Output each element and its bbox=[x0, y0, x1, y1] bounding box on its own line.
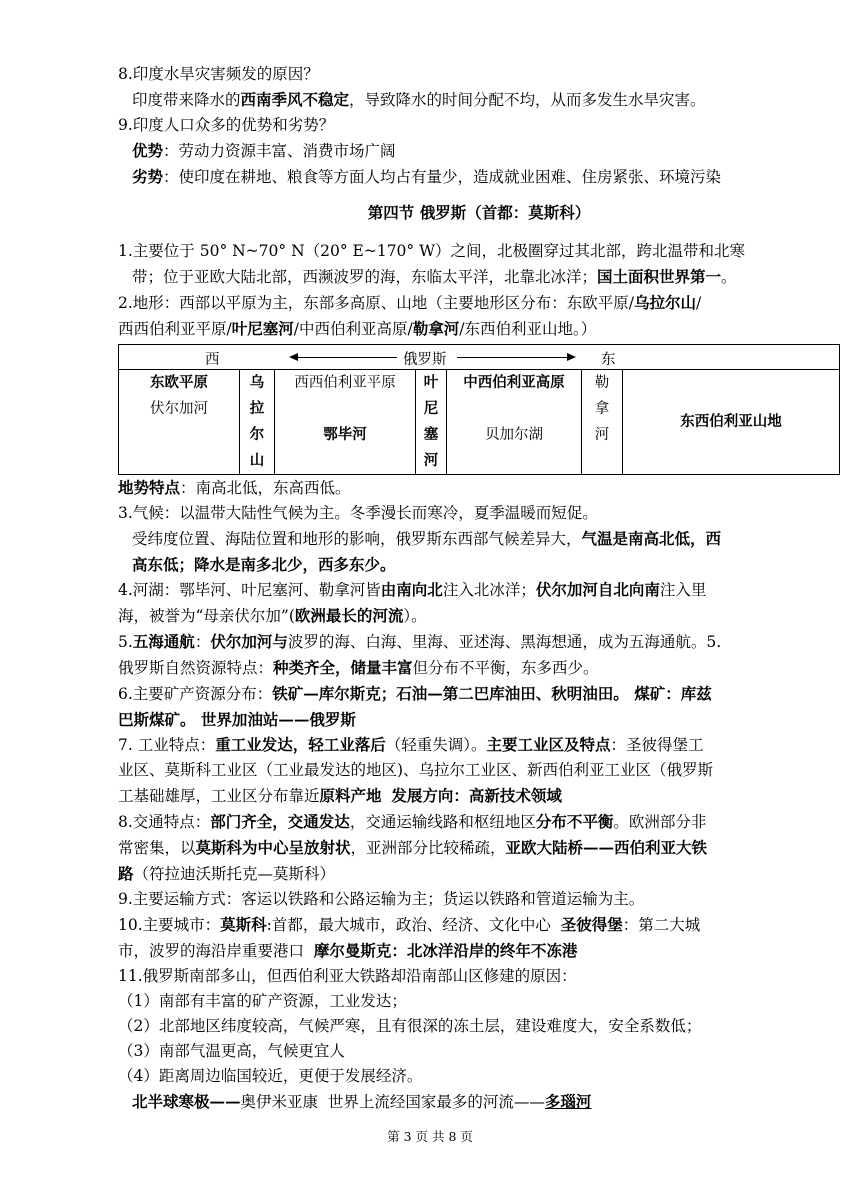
point-5-line-1 bbox=[118, 629, 840, 655]
cell-east-siberian-mountains bbox=[623, 370, 840, 475]
point-6-line-1 bbox=[118, 681, 840, 707]
bold-text: 亚欧大陆桥——西伯利亚大铁 bbox=[505, 838, 708, 857]
text: ：第二大城 bbox=[622, 916, 701, 934]
bold-text: 欧洲最长的河流 bbox=[294, 606, 404, 625]
point-1-line-2 bbox=[118, 264, 840, 290]
text: 8.交通特点： bbox=[118, 813, 211, 831]
bold-text: 西南季风不稳定 bbox=[240, 90, 350, 109]
point-9: 9.主要运输方式：客运以铁路和公路运输为主；货运以铁路和管道运输为主。 bbox=[118, 890, 645, 908]
bold-text: 地势特点 bbox=[118, 478, 181, 497]
point-3-line-1: 3.气候：以温带大陆性气候为主。冬季漫长而寒冷，夏季温暖而短促。 bbox=[118, 504, 598, 522]
bold-text: 五海通航 bbox=[132, 632, 195, 651]
point-11: 11.俄罗斯南部多山，但西伯利亚大铁路却沿南部山区修建的原因： bbox=[118, 967, 577, 985]
text: /中西伯利亚高原/ bbox=[293, 320, 413, 338]
text: 。欧洲部分非 bbox=[613, 813, 707, 831]
point-7-line-2: 业区、莫斯科工业区（工业最发达的地区)、乌拉尔工业区、新西伯利亚工业区（俄罗斯 bbox=[118, 761, 714, 779]
point-4-line-2 bbox=[118, 603, 840, 629]
text: 6.主要矿产资源分布： bbox=[118, 685, 273, 703]
point-1-line-1: 1.主要位于 50° N~70° N（20° E~170° W）之间，北极圈穿过其北部，跨北温带和北寒 bbox=[118, 242, 746, 260]
text: 注入里 bbox=[659, 581, 707, 599]
text: （符拉迪沃斯托克—莫斯科） bbox=[133, 865, 336, 883]
text: ：劳动力资源丰富、消费市场广阔 bbox=[163, 142, 396, 160]
advantage-label: 优势 bbox=[132, 141, 164, 160]
point-8-line-3 bbox=[118, 861, 840, 887]
cell-lena-river bbox=[582, 370, 623, 475]
point-7-line-3 bbox=[118, 783, 840, 809]
text: 波罗的海、白海、里海、亚述海、黑海想通，成为五海通航。5. bbox=[287, 633, 722, 651]
arrow-line bbox=[457, 357, 567, 358]
cell-central-siberian-plateau bbox=[447, 370, 582, 475]
direction-row bbox=[119, 345, 840, 370]
cell-title: 东西伯利亚山地 bbox=[680, 413, 782, 430]
terrain-table-header bbox=[119, 345, 840, 370]
text: ，亚洲部分比较稀疏， bbox=[350, 839, 506, 857]
question-9: 9.印度人口众多的优势和劣势？ bbox=[118, 116, 335, 134]
arrow-line bbox=[297, 357, 397, 358]
page-footer: 第 3 页 共 8 页 bbox=[387, 1129, 473, 1144]
bold-text: 重工业发达，轻工业落后 bbox=[215, 735, 386, 754]
text: （轻重失调）。 bbox=[385, 736, 487, 754]
cell-subtitle: 贝加尔湖 bbox=[485, 427, 543, 443]
cell-title: 中西伯利亚高原 bbox=[463, 374, 565, 391]
text: ）。 bbox=[403, 607, 427, 625]
text: 2.地形：西部以平原为主，东部多高原、山地（主要地形区分布：东欧平原/ bbox=[118, 294, 635, 312]
vchar: 乌 bbox=[249, 374, 265, 391]
text: 市，波罗的海沿岸重要港口 bbox=[118, 942, 314, 960]
arrow-right-icon bbox=[567, 353, 576, 361]
bold-text: 铁矿—库尔斯克；石油—第二巴库油田、秋明油田。 煤矿：库兹 bbox=[272, 684, 712, 703]
point-10-line-2 bbox=[118, 938, 840, 964]
text: 带；位于亚欧大陆北部，西濒波罗的海，东临太平洋，北靠北冰洋； bbox=[132, 268, 598, 286]
text: 常密集，以 bbox=[118, 839, 196, 857]
text: 7. 工业特点： bbox=[118, 736, 216, 754]
text: 10.主要城市： bbox=[118, 916, 221, 934]
bold-text: 主要工业区及特点 bbox=[486, 735, 611, 754]
bold-text: 种类齐全，储量丰富 bbox=[273, 658, 413, 677]
west-label: 西 bbox=[205, 352, 220, 368]
vchar: 河 bbox=[594, 427, 610, 443]
disadvantage-line bbox=[118, 164, 840, 190]
text: 但分布不平衡，东多西少。 bbox=[412, 659, 599, 677]
bold-text: 国土面积世界第一 bbox=[597, 267, 722, 286]
cell-title: 西西伯利亚平原 bbox=[294, 375, 396, 391]
vchar: 叶 bbox=[423, 374, 439, 391]
document-page bbox=[118, 62, 840, 1115]
bold-text: 莫斯科为中心呈放射状 bbox=[195, 838, 351, 857]
terrain-table-body bbox=[119, 370, 840, 475]
bold-text: 原料产地 bbox=[319, 786, 382, 805]
text: / bbox=[696, 294, 702, 312]
answer-8 bbox=[118, 87, 840, 113]
text: 奥伊米亚康 世界上流经国家最多的河流—— bbox=[240, 1093, 545, 1111]
bold-text: 气温是南高北低，西 bbox=[581, 529, 722, 548]
bold-text: 伏尔加河自北向南 bbox=[535, 580, 660, 599]
text: 5. bbox=[118, 633, 133, 651]
disadvantage-label: 劣势 bbox=[132, 167, 164, 186]
point-8-line-2 bbox=[118, 835, 840, 861]
point-3-line-2 bbox=[118, 526, 840, 552]
bold-text: 圣彼得堡 bbox=[560, 915, 623, 934]
bold-text: 发展方向：高新技术领域 bbox=[391, 786, 562, 805]
spacer bbox=[382, 787, 392, 805]
vchar: 拉 bbox=[249, 400, 265, 417]
bold-text: 分布不平衡 bbox=[535, 812, 614, 831]
point-8-line-1 bbox=[118, 809, 840, 835]
text: ： bbox=[194, 633, 211, 651]
bold-text: 部门齐全，交通发达 bbox=[210, 812, 350, 831]
east-label: 东 bbox=[601, 352, 616, 368]
section-title: 第四节 俄罗斯（首都：莫斯科） bbox=[367, 203, 591, 222]
bold-text: 由南向北 bbox=[380, 580, 443, 599]
text: 海，被誉为“母亲伏尔加”( bbox=[118, 607, 295, 625]
vchar: 勒 bbox=[594, 375, 610, 391]
underlined-bold-text: 多瑙河 bbox=[544, 1092, 592, 1111]
point-7-line-1 bbox=[118, 732, 840, 758]
text: 西西伯利亚平原/ bbox=[118, 320, 232, 338]
text: 4.河湖：鄂毕河、叶尼塞河、勒拿河皆 bbox=[118, 581, 381, 599]
text: ：南高北低，东高西低。 bbox=[180, 479, 351, 497]
text: 工基础雄厚，工业区分布靠近 bbox=[118, 787, 320, 805]
cell-subtitle: 伏尔加河 bbox=[150, 401, 208, 417]
text: 。 bbox=[721, 268, 737, 286]
vchar: 河 bbox=[423, 452, 439, 469]
terrain-table bbox=[118, 344, 840, 475]
text: ，交通运输线路和枢纽地区 bbox=[349, 813, 536, 831]
text: /东西伯利亚山地。） bbox=[459, 320, 597, 338]
text: 注入北冰洋； bbox=[442, 581, 536, 599]
point-5-line-2 bbox=[118, 655, 840, 681]
text: 俄罗斯自然资源特点： bbox=[118, 659, 274, 677]
cell-east-european-plain bbox=[119, 370, 240, 475]
text: 印度带来降水的 bbox=[132, 91, 241, 109]
question-8: 8.印度水旱灾害频发的原因？ bbox=[118, 65, 319, 83]
point-2-line-2 bbox=[118, 316, 840, 342]
vchar: 塞 bbox=[423, 426, 439, 443]
point-6-line-2: 巴斯煤矿。 世界加油站——俄罗斯 bbox=[118, 710, 356, 729]
vchar: 山 bbox=[249, 452, 265, 469]
russia-label: 俄罗斯 bbox=[403, 352, 447, 368]
cell-title: 东欧平原 bbox=[150, 374, 208, 391]
text: 受纬度位置、海陆位置和地形的影响，俄罗斯东西部气候差异大， bbox=[132, 530, 582, 548]
vchar: 尔 bbox=[249, 426, 265, 443]
reason-3: （3）南部气温更高，气候更宜人 bbox=[118, 1042, 345, 1060]
terrain-features bbox=[118, 475, 840, 501]
cell-yenisei-river bbox=[416, 370, 447, 475]
text: ，导致降水的时间分配不均，从而多发生水旱灾害。 bbox=[349, 91, 706, 109]
bold-text: 叶尼塞河 bbox=[231, 319, 294, 338]
vchar: 拿 bbox=[594, 401, 610, 417]
bold-text: 莫斯科 bbox=[220, 915, 267, 934]
vchar: 尼 bbox=[423, 400, 439, 417]
cell-west-siberian-plain bbox=[275, 370, 416, 475]
closing-line bbox=[118, 1089, 840, 1115]
text: ：使印度在耕地、粮食等方面人均占有量少，造成就业困难、住房紧张、环境污染 bbox=[163, 168, 722, 186]
point-3-line-3: 高东低；降水是南多北少，西多东少。 bbox=[132, 555, 396, 574]
point-2-line-1 bbox=[118, 290, 840, 316]
advantage-line bbox=[118, 138, 840, 164]
reason-1: （1）南部有丰富的矿产资源，工业发达； bbox=[118, 992, 407, 1010]
cell-ural-mountains bbox=[240, 370, 275, 475]
bold-text: 伏尔加河与 bbox=[210, 632, 288, 651]
reason-2: （2）北部地区纬度较高，气候严寒，且有很深的冻土层，建设难度大，安全系数低； bbox=[118, 1017, 702, 1035]
bold-text: 北半球寒极—— bbox=[132, 1092, 241, 1111]
bold-text: 勒拿河 bbox=[412, 319, 460, 338]
reason-4: （4）距离周边临国较近，更便于发展经济。 bbox=[118, 1067, 423, 1085]
bold-text: 乌拉尔山 bbox=[634, 293, 697, 312]
cell-subtitle: 鄂毕河 bbox=[323, 426, 367, 443]
text: :首都，最大城市，政治、经济、文化中心 bbox=[266, 916, 561, 934]
point-4-line-1 bbox=[118, 577, 840, 603]
bold-text: 摩尔曼斯克：北冰洋沿岸的终年不冻港 bbox=[313, 941, 578, 960]
text: ：圣彼得堡工 bbox=[610, 736, 704, 754]
point-10-line-1 bbox=[118, 912, 840, 938]
bold-text: 路 bbox=[118, 864, 134, 883]
